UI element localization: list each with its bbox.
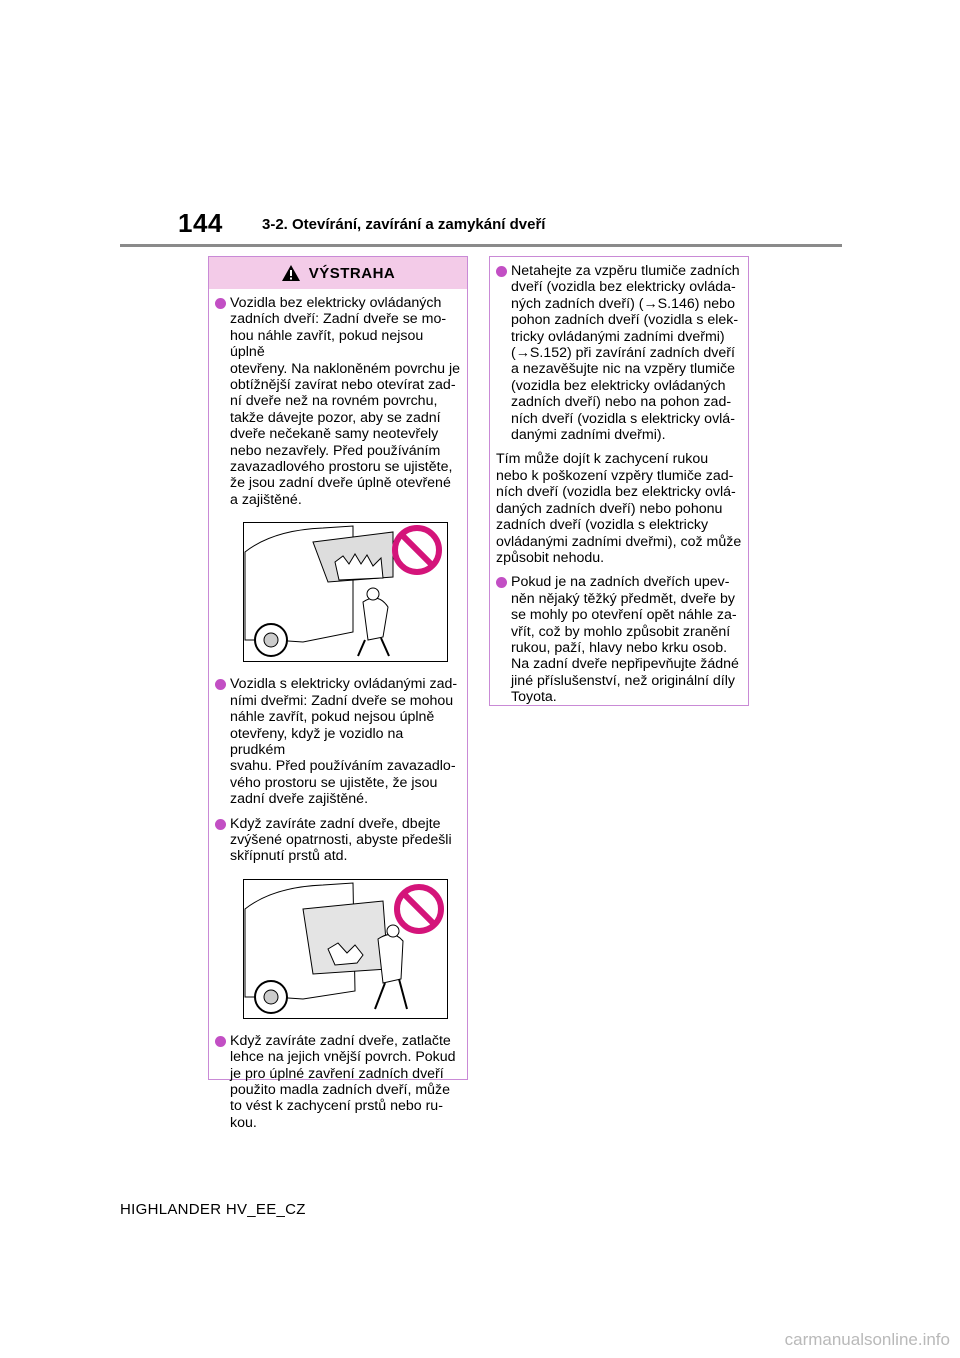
bullet-icon <box>496 266 507 277</box>
warning-title: VÝSTRAHA <box>308 264 396 282</box>
warning-item-text: Když zavíráte zadní dveře, zatlačte lehce na jejich vnější povrch. Pokud je pro úplné zavření zadních dveří použito madla zadních dveří, může to vést k zachycení prstů nebo ru- kou. <box>230 1032 456 1131</box>
warning-item <box>215 295 461 508</box>
warning-item <box>496 263 742 443</box>
tailgate-closing-illustration <box>243 879 448 1019</box>
warning-header <box>209 257 467 289</box>
warning-item-text: Vozidla s elektricky ovládanými zad- ními dveřmi: Zadní dveře se mohou náhle zavřít, pokud nejsou úplně otevřeny, když je vozidlo na prudkém svahu. Před používáním zavazadlo- vého prostoru se ujistěte, že jsou zadní dveře zajištěné. <box>230 676 458 808</box>
warning-item-text: Vozidla bez elektricky ovládaných zadních dveří: Zadní dveře se mo- hou náhle zavřít, pokud nejsou úplně otevřeny. Na nakloněném povrchu je obtížnější zavírat nebo otevírat zad- ní dveře než na rovném povrchu, takže dávejte pozor, aby se zadní dveře nečekaně samy neotevřely nebo nezavřely. Před používáním zavazadlového prostoru se ujistěte, že jsou zadní dveře úplně otevřené a zajištěné. <box>230 295 461 508</box>
warning-item-text: Netahejte za vzpěru tlumiče zadních dveří (vozidla bez elektricky ovláda- ných zadních dveří) (→S.146) nebo pohon zadních dveří (vozidla s elek- tricky ovládanými zadními dveřmi) (→S.152) při zavírání zadních dveří a nezavěšujte nic na vzpěry tlumiče (vozidla bez elektricky ovládaných zadních dveří) nebo na pohon zad- ních dveří (vozidla s elektricky ovlá- danými zadními dveřmi). <box>511 263 740 444</box>
bullet-icon <box>496 577 507 588</box>
warning-item <box>215 1033 461 1131</box>
tailgate-illustration <box>243 522 448 662</box>
bullet-icon <box>215 819 226 830</box>
watermark: carmanualsonline.info <box>784 1330 950 1349</box>
footer-model: HIGHLANDER HV_EE_CZ <box>120 1201 306 1218</box>
warning-item-text: Když zavíráte zadní dveře, dbejte zvýšené opatrnosti, abyste předešli skřípnutí prstů atd. <box>230 815 452 865</box>
warning-continuation-box <box>489 256 749 706</box>
warning-item <box>215 676 461 807</box>
warning-item-text: Pokud je na zadních dveřích upev- něn nějaký těžký předmět, dveře by se mohly po otevření opět náhle za- vřít, což by mohlo způsobit zranění rukou, paží, hlavy nebo krku osob. Na zadní dveře nepřipevňujte žádné jiné příslušenství, než originální díly Toyota. <box>511 574 739 706</box>
header-divider <box>120 244 842 247</box>
section-title: 3-2. Otevírání, zavírání a zamykání dveří <box>262 216 546 233</box>
bullet-icon <box>215 679 226 690</box>
page-number: 144 <box>178 208 223 238</box>
warning-body <box>209 289 467 1131</box>
warning-item <box>496 574 742 705</box>
warning-item <box>215 816 461 865</box>
bullet-icon <box>215 1036 226 1047</box>
warning-triangle-icon <box>281 264 301 282</box>
bullet-icon <box>215 298 226 309</box>
warning-paragraph: Tím může dojít k zachycení rukou nebo k poškození vzpěry tlumiče zad- ních dveří (vozidla bez elektricky ovlá- daných zadních dveří) nebo pohonu zadních dveří (vozidla s elektricky ovládanými zadními dveřmi), což může způsobit nehodu. <box>496 451 742 566</box>
warning-box <box>208 256 468 1131</box>
